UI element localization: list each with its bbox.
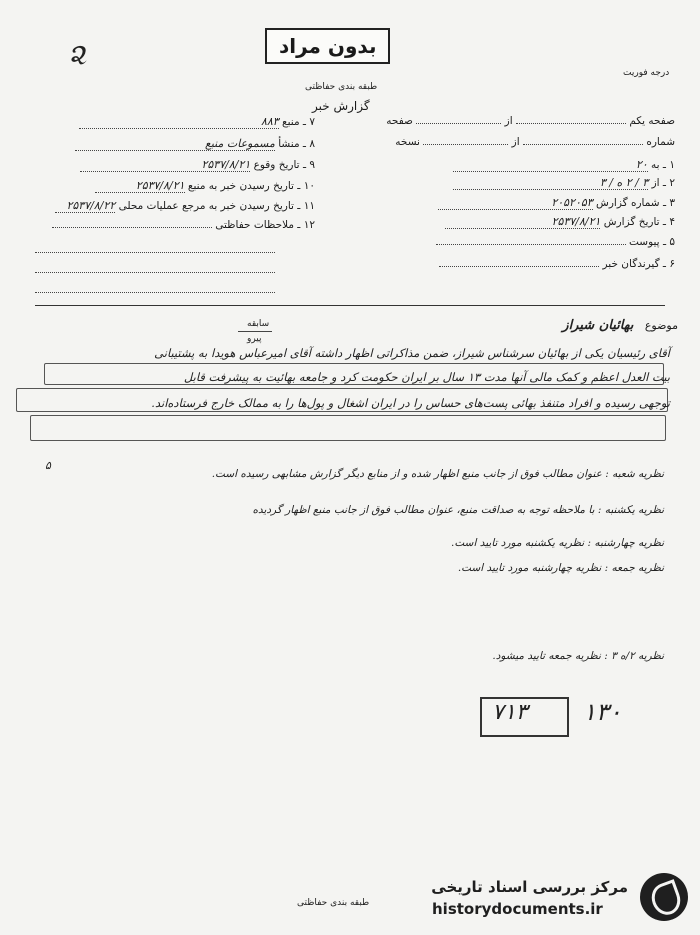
stamp-classification: طبقه بندی حفاظتی (305, 82, 378, 92)
subject-margin-top: سابقه (247, 319, 270, 329)
field-security-notes: ۱۲ ـ ملاحظات حفاظتی (52, 219, 315, 231)
subject-line (562, 318, 678, 333)
field-recipients: ۶ ـ گیرندگان خبر (439, 258, 675, 270)
blank-line (35, 252, 275, 253)
handwritten-number: ۱۳۰ (583, 698, 622, 726)
body-line: بیت العدل اعظم و کمک مالی آنها مدت ۱۳ سال بر ایران حکومت کرد و جامعه بهائیت به پیشرفت قابل (183, 370, 670, 384)
note-mark: ۵ (45, 459, 51, 472)
footer-classification: طبقه بندی حفاظتی (297, 898, 370, 908)
body-line: آقای رئیسیان یکی از بهائیان سرشناس شیراز، ضمن مذاکراتی اظهار داشته آقای امیرعباس هویدا به پشتیبانی (154, 346, 670, 360)
subject-value: بهائیان شیراز (562, 318, 634, 333)
note-line: نظریه جمعه : نظریه چهارشنبه مورد تایید است. (457, 562, 664, 574)
note-line: نظریه شعبه : عنوان مطالب فوق از جانب منبع اظهار شده و از منابع دیگر گزارش مشابهی رسیده است. (211, 468, 664, 480)
blank-line (35, 292, 275, 293)
field-report-number: ۳ ـ شماره گزارش ۲۰۵۲۰۵۳ (438, 196, 675, 210)
note-line: نظریه چهارشنبه : نظریه یکشنبه مورد تایید است. (451, 537, 664, 549)
header-stamp: بدون مراد (265, 28, 390, 64)
highlight-box-3 (30, 415, 666, 441)
header-separator (35, 305, 665, 306)
field-source: ۷ ـ منبع ۸۸۳ (79, 115, 315, 129)
field-source-received-date: ۱۰ ـ تاریخ رسیدن خبر به منبع ۲۵۳۷/۸/۲۱ (95, 179, 315, 193)
security-degree-label: درجه فوریت (623, 68, 670, 78)
field-report-date: ۴ ـ تاریخ گزارش ۲۵۳۷/۸/۲۱ (445, 215, 675, 229)
handwritten-corner-mark: ૨ (65, 36, 89, 75)
field-page: صفحه یکم از صفحه (386, 115, 675, 127)
handwritten-number: ۷۱۳ (492, 700, 528, 725)
watermark-title: مرکز بررسی اسناد تاریخی (431, 878, 628, 896)
subject-label: موضوع (644, 319, 678, 332)
field-origin: ۸ ـ منشأ مسموعات منبع (75, 137, 315, 151)
margin-divider (238, 331, 272, 332)
body-line: توجهی رسیده و افراد متنفذ بهائی پست‌های حساس را در ایران اشغال و پول‌ها را به ممالک خارج فرستاده‌اند. (151, 396, 670, 410)
archive-logo-icon (640, 873, 688, 921)
field-event-date: ۹ ـ تاریخ وقوع ۲۵۳۷/۸/۲۱ (80, 158, 315, 172)
watermark-url: historydocuments.ir (432, 900, 603, 918)
report-title: گزارش خبر (312, 99, 370, 113)
subject-margin-bottom: پیرو (247, 334, 262, 344)
field-attachment: ۵ ـ پیوست (436, 236, 675, 248)
field-from: ۲ ـ از ۳ / ۲ ه / ۳ (453, 176, 675, 190)
field-number: شماره از نسخه (395, 136, 675, 148)
blank-line (35, 272, 275, 273)
field-to: ۱ ـ به ۲۰ (453, 158, 675, 172)
field-local-received-date: ۱۱ ـ تاریخ رسیدن خبر به مرجع عملیات محلی ۲۵۳۷/۸/۲۲ (55, 199, 315, 213)
final-note: نظریه ۲/ه ۳ : نظریه جمعه تایید میشود. (492, 650, 664, 662)
note-line: نظریه یکشنبه : با ملاحظه توجه به صداقت منبع، عنوان مطالب فوق از جانب منبع اظهار گردیده (252, 504, 664, 516)
